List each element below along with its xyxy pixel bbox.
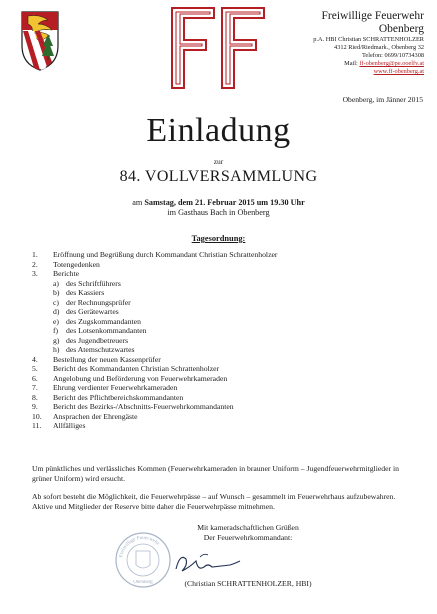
agenda-subitem — [32, 288, 412, 298]
agenda-item-text: Angelobung und Beförderung von Feuerwehrkameraden — [53, 373, 228, 383]
org-name: Freiwillige Feuerwehr — [321, 10, 424, 22]
mail-row — [264, 60, 424, 68]
meeting-details — [0, 198, 437, 219]
agenda-item — [32, 412, 412, 422]
agenda-item-text: Ehrung verdienter Feuerwehrkameraden — [53, 383, 178, 392]
agenda-item-number: 1. — [32, 250, 38, 259]
passport-note: Ab sofort besteht die Möglichkeit, die Feuerwehrpässe – auf Wunsch – gesammelt im Feuerwehrhaus aufzubewahren. Aktive und Mitglieder der Reserve bitte daher die Feuerwehrpässe mitnehmen. — [32, 492, 396, 511]
agenda-item-number: 5. — [32, 364, 38, 373]
address-line: p.A. HBI Christian SCHRATTENHOLZER — [313, 35, 424, 43]
agenda-subitem-letter: b) — [53, 288, 60, 297]
agenda-item — [32, 250, 412, 260]
agenda-subitem-letter: c) — [53, 297, 59, 307]
agenda-subitem — [32, 279, 412, 289]
agenda-item-number: 9. — [32, 402, 38, 411]
agenda-item-text: Bestellung der neuen Kassenprüfer — [53, 354, 161, 364]
agenda-item — [32, 393, 412, 403]
agenda-item — [32, 383, 412, 393]
agenda-item-text: Bericht des Kommandanten Christian Schrattenholzer — [53, 364, 220, 373]
agenda-subitem-text: des Atemschutzwartes — [66, 345, 135, 354]
agenda-item — [32, 355, 412, 365]
agenda-item-number: 6. — [32, 373, 38, 383]
agenda-item-number: 3. — [32, 269, 38, 278]
meeting-location: im Gasthaus Bach in Obenberg — [167, 208, 270, 218]
agenda-item — [32, 402, 412, 412]
address-line: 4312 Ried/Riedmark., Obenberg 32 — [334, 43, 424, 51]
agenda-item-text: Ansprachen der Ehrengäste — [53, 411, 138, 421]
date-prefix: am — [132, 198, 143, 207]
web-link[interactable]: www.ff-obenberg.at — [373, 68, 424, 76]
agenda-item-number: 7. — [32, 383, 38, 392]
handwritten-signature — [170, 549, 260, 577]
mail-label: Mail: — [344, 60, 358, 68]
agenda-item — [32, 374, 412, 384]
fire-brigade-crest-logo — [20, 10, 60, 72]
signer-name: (Christian SCHRATTENHOLZER, HBI) — [184, 579, 312, 588]
agenda-item-text: Eröffnung und Begrüßung durch Kommandant Christian Schrattenholzer — [53, 250, 278, 259]
meeting-title: 84. VOLLVERSAMMLUNG — [119, 168, 318, 185]
agenda-subitem-text: des Jugendbetreuers — [66, 335, 129, 345]
agenda-heading: Tagesordnung: — [191, 234, 246, 243]
agenda-item-text: Berichte — [53, 269, 80, 278]
agenda-subitem-letter: g) — [53, 335, 60, 345]
svg-text:Freiwillige Feuerwehr: Freiwillige Feuerwehr — [118, 534, 161, 558]
closing-greeting — [160, 523, 336, 543]
agenda-item-number: 11. — [32, 421, 42, 430]
agenda-subitem-text: des Gerätewartes — [66, 307, 119, 316]
agenda-subitem-letter: d) — [53, 307, 60, 316]
agenda-subitem — [32, 336, 412, 346]
agenda-subitem — [32, 298, 412, 308]
agenda-item-text: Allfälliges — [53, 421, 86, 430]
agenda-subitem-text: des Zugskommandanten — [66, 316, 141, 326]
agenda-subitem-letter: a) — [53, 278, 59, 288]
agenda-subitem — [32, 345, 412, 355]
agenda-list — [32, 250, 412, 431]
agenda-subitem-text: des Kassiers — [66, 288, 105, 297]
agenda-item — [32, 421, 412, 431]
ff-monogram-logo — [166, 4, 270, 92]
agenda-item-number: 10. — [32, 411, 42, 421]
agenda-subitem-text: der Rechnungsprüfer — [66, 297, 131, 307]
agenda-subitem-letter: f) — [53, 326, 59, 335]
agenda-item — [32, 364, 412, 374]
mail-link[interactable]: ff-obenberg@pe.ooelfv.at — [359, 60, 424, 68]
agenda-item-number: 8. — [32, 392, 38, 402]
agenda-item-number: 2. — [32, 259, 38, 269]
svg-text:Obenberg: Obenberg — [133, 580, 153, 585]
agenda-subitem-text: des Lotsenkommandanten — [66, 326, 147, 335]
closing-line: Der Feuerwehrkommandant: — [203, 533, 293, 542]
agenda-item-number: 4. — [32, 354, 38, 364]
agenda-item-text: Bericht des Bezirks-/Abschnitts-Feuerwehrkommandanten — [53, 402, 234, 411]
meeting-datetime: Samstag, dem 21. Februar 2015 um 19.30 Uhr — [144, 198, 305, 207]
letterhead-address — [264, 10, 424, 77]
agenda-subitem-text: des Schriftführers — [66, 278, 121, 288]
agenda-subitem — [32, 307, 412, 317]
agenda-item — [32, 260, 412, 270]
title-connector: zur — [213, 157, 224, 166]
closing-line: Mit kameradschaftlichen Grüßen — [197, 523, 299, 532]
org-place: Obenberg — [378, 22, 424, 35]
agenda-subitem-letter: e) — [53, 316, 59, 326]
phone: Telefon: 0699/10734308 — [362, 52, 424, 60]
letter-date: Obenberg, im Jänner 2015 — [342, 95, 423, 104]
agenda-item-text: Bericht des Pflichtbereichskommandanten — [53, 392, 184, 402]
agenda-subitem-letter: h) — [53, 345, 60, 354]
page-title: Einladung — [146, 112, 291, 149]
agenda-subitem — [32, 326, 412, 336]
agenda-item-text: Totengedenken — [53, 259, 100, 269]
agenda-subitem — [32, 317, 412, 327]
agenda-item — [32, 269, 412, 279]
attendance-note: Um pünktliches und verlässliches Kommen (Feuerwehrkameraden in brauner Uniform – Jugendfeuerwehrmitglieder in grüner Uniform) wird ersucht. — [32, 464, 399, 483]
